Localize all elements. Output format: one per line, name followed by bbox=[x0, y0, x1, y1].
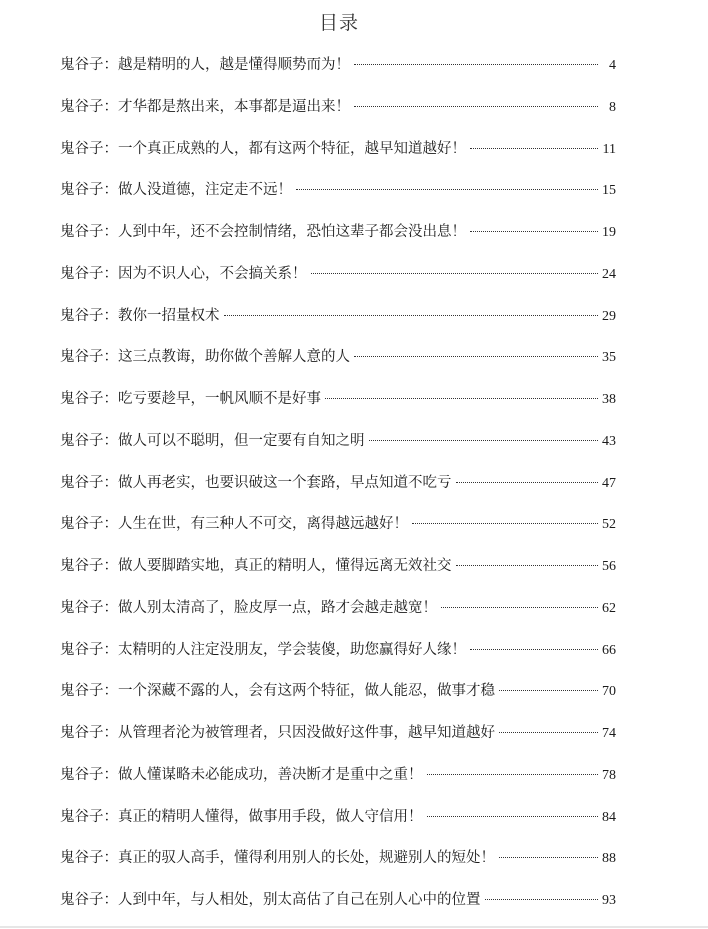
toc-entry-text: 鬼谷子：真正的精明人懂得，做事用手段，做人守信用！ bbox=[60, 808, 423, 825]
toc-dot-leader bbox=[427, 816, 599, 817]
toc-title: 目录 bbox=[318, 12, 359, 34]
toc-dot-leader bbox=[325, 398, 598, 399]
toc-page-number: 35 bbox=[602, 350, 616, 366]
toc-entry-text: 鬼谷子：人到中年，还不会控制情绪，恐怕这辈子都会没出息！ bbox=[60, 224, 466, 240]
toc-entry[interactable] bbox=[60, 718, 616, 760]
toc-entry-text: 鬼谷子：做人要脚踏实地，真正的精明人，懂得远离无效社交 bbox=[60, 558, 452, 574]
toc-page-number: 4 bbox=[609, 58, 616, 73]
toc-dot-leader bbox=[470, 148, 598, 149]
toc-entry[interactable] bbox=[60, 175, 616, 217]
toc-page-number: 70 bbox=[602, 684, 616, 700]
toc-page-number: 62 bbox=[602, 600, 616, 616]
toc-page-number: 38 bbox=[602, 392, 616, 407]
toc-entry-text: 鬼谷子：吃亏要趁早，一帆风顺不是好事 bbox=[60, 391, 321, 407]
toc-dot-leader bbox=[456, 565, 599, 566]
toc-page-number: 56 bbox=[602, 559, 616, 574]
toc-entry[interactable] bbox=[60, 635, 616, 677]
toc-entry-text: 鬼谷子：做人懂谋略未必能成功，善决断才是重中之重！ bbox=[60, 766, 423, 783]
toc-list bbox=[60, 50, 616, 927]
toc-dot-leader bbox=[427, 774, 599, 775]
toc-page-number: 93 bbox=[602, 893, 616, 908]
toc-entry[interactable] bbox=[60, 384, 616, 426]
toc-entry-text: 鬼谷子：做人没道德，注定走不远！ bbox=[60, 182, 292, 199]
toc-entry[interactable] bbox=[60, 843, 616, 885]
toc-entry[interactable] bbox=[60, 50, 616, 92]
toc-dot-leader bbox=[412, 523, 598, 524]
toc-page-number: 15 bbox=[602, 183, 616, 199]
toc-entry[interactable] bbox=[60, 593, 616, 635]
toc-dot-leader bbox=[224, 315, 599, 316]
toc-dot-leader bbox=[470, 649, 598, 650]
toc-dot-leader bbox=[485, 899, 599, 900]
toc-dot-leader bbox=[456, 482, 599, 483]
toc-page-number: 88 bbox=[602, 851, 616, 867]
toc-entry-text: 鬼谷子：人生在世，有三种人不可交，离得越远越好！ bbox=[60, 516, 408, 533]
toc-entry[interactable] bbox=[60, 426, 616, 468]
toc-page-number: 8 bbox=[609, 99, 616, 115]
toc-page-number: 24 bbox=[602, 266, 616, 282]
toc-entry[interactable] bbox=[60, 468, 616, 510]
toc-entry-text: 鬼谷子：一个真正成熟的人，都有这两个特征，越早知道越好！ bbox=[60, 140, 466, 157]
toc-page-number: 66 bbox=[602, 642, 616, 658]
toc-entry-text: 鬼谷子：因为不识人心，不会搞关系！ bbox=[60, 265, 307, 282]
toc-page-number: 84 bbox=[602, 809, 616, 825]
toc-page-number: 74 bbox=[602, 726, 616, 741]
toc-entry-text: 鬼谷子：做人可以不聪明，但一定要有自知之明 bbox=[60, 432, 365, 449]
toc-page-number: 47 bbox=[602, 475, 616, 491]
toc-dot-leader bbox=[470, 231, 598, 232]
toc-dot-leader bbox=[441, 607, 598, 608]
toc-page-number: 52 bbox=[602, 517, 616, 533]
toc-entry-text: 鬼谷子：真正的驭人高手，懂得利用别人的长处，规避别人的短处！ bbox=[60, 850, 495, 867]
toc-entry-text: 鬼谷子：教你一招量权术 bbox=[60, 307, 220, 324]
toc-page-number: 29 bbox=[602, 308, 616, 324]
toc-page-number: 43 bbox=[602, 433, 616, 449]
toc-dot-leader bbox=[354, 356, 598, 357]
toc-entry[interactable] bbox=[60, 92, 616, 134]
toc-page-number: 19 bbox=[602, 225, 616, 240]
toc-dot-leader bbox=[296, 189, 598, 190]
toc-dot-leader bbox=[354, 64, 598, 65]
toc-entry[interactable] bbox=[60, 217, 616, 259]
toc-entry-text: 鬼谷子：这三点教诲，助你做个善解人意的人 bbox=[60, 349, 350, 366]
toc-entry-text: 鬼谷子：从管理者沦为被管理者，只因没做好这件事，越早知道越好 bbox=[60, 725, 495, 741]
toc-page-number: 11 bbox=[602, 141, 616, 157]
toc-entry-text: 鬼谷子：一个深藏不露的人，会有这两个特征，做人能忍，做事才稳 bbox=[60, 683, 495, 700]
toc-entry[interactable] bbox=[60, 342, 616, 384]
toc-entry[interactable] bbox=[60, 259, 616, 301]
toc-dot-leader bbox=[499, 857, 598, 858]
toc-entry[interactable] bbox=[60, 760, 616, 802]
toc-entry-text: 鬼谷子：太精明的人注定没朋友，学会装傻，助您赢得好人缘！ bbox=[60, 641, 466, 658]
toc-dot-leader bbox=[499, 690, 598, 691]
toc-dot-leader bbox=[354, 106, 598, 107]
toc-entry[interactable] bbox=[60, 676, 616, 718]
toc-entry[interactable] bbox=[60, 885, 616, 927]
page-bottom-divider bbox=[0, 926, 708, 928]
toc-dot-leader bbox=[499, 732, 598, 733]
toc-entry[interactable] bbox=[60, 802, 616, 844]
toc-page-number: 78 bbox=[602, 767, 616, 783]
toc-entry[interactable] bbox=[60, 509, 616, 551]
toc-dot-leader bbox=[311, 273, 599, 274]
toc-dot-leader bbox=[369, 440, 599, 441]
toc-entry[interactable] bbox=[60, 134, 616, 176]
toc-entry-text: 鬼谷子：才华都是熬出来，本事都是逼出来！ bbox=[60, 98, 350, 115]
toc-entry-text: 鬼谷子：做人别太清高了，脸皮厚一点，路才会越走越宽！ bbox=[60, 599, 437, 616]
toc-entry-text: 鬼谷子：越是精明的人，越是懂得顺势而为！ bbox=[60, 57, 350, 73]
toc-entry-text: 鬼谷子：做人再老实，也要识破这一个套路，早点知道不吃亏 bbox=[60, 474, 452, 491]
toc-entry-text: 鬼谷子：人到中年，与人相处，别太高估了自己在别人心中的位置 bbox=[60, 892, 481, 908]
toc-entry[interactable] bbox=[60, 551, 616, 593]
toc-entry[interactable] bbox=[60, 301, 616, 343]
